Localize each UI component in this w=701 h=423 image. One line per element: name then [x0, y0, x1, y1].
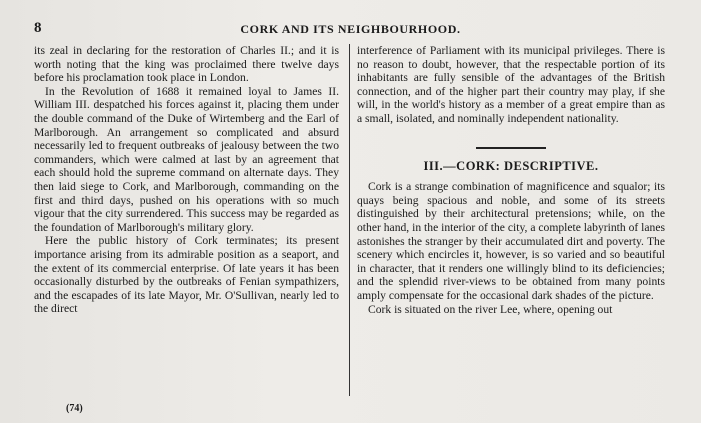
- left-column: [34, 44, 339, 316]
- paragraph: its zeal in declaring for the restoration of Charles II.; and it is worth noting that the king was proclaimed there twelve days before his proclamation took place in London.: [34, 44, 339, 85]
- paragraph: interference of Parliament with its municipal privileges. There is no reason to doubt, however, that the respectable portion of its inhabitants are fully sensible of the advantages of the British connection, and of the higher part their country may play, if she will, in the world's history as a member of a great empire than as a small, isolated, and nominally independent nationality.: [357, 44, 665, 125]
- running-title: CORK AND ITS NEIGHBOURHOOD.: [240, 22, 461, 36]
- section-separator-rule: [476, 147, 546, 149]
- paragraph: Cork is a strange combination of magnificence and squalor; its quays being spacious and noble, and some of its streets distinguished by their architectural pretensions; while, on the other hand, in the interior of the city, a complete labyrinth of lanes astonishes the stranger by their accumulated dirt and poverty. The scenery which encircles it, however, is so varied and so beautiful in character, that it renders one willingly blind to its deficiencies; and the splendid river-views to be obtained from many points amply compensate for the occasional dark shades of the picture.: [357, 180, 665, 302]
- right-column: [357, 44, 665, 316]
- page-number: 8: [34, 20, 42, 36]
- section-heading: III.—CORK: DESCRIPTIVE.: [423, 158, 599, 173]
- paragraph: Here the public history of Cork terminates; its present importance arising from its admirable position as a seaport, and the extent of its commercial enterprise. Of late years it has been occasionally disturbed by the outbreaks of Fenian sympathizers, and the escapades of its late Mayor, Mr. O'Sullivan, nearly led to the direct: [34, 234, 339, 316]
- paragraph: In the Revolution of 1688 it remained loyal to James II. William III. despatched his forces against it, placing them under the double command of the Duke of Wirtemberg and the Earl of Marlborough. An arrangement so complicated and absurd necessarily led to frequent outbreaks of jealousy between the two commanders, which were calmed at last by an agreement that each should hold the supreme command on alternate days. They then laid siege to Cork, and Marlborough, commanding on the first and third days, pushed on his operations with so much vigour that the city surrendered. This success may be regarded as the foundation of Marlborough's military glory.: [34, 84, 339, 234]
- column-divider: [349, 44, 350, 396]
- paragraph: Cork is situated on the river Lee, where, opening out: [368, 302, 613, 316]
- page-header: [0, 20, 701, 40]
- signature-mark: (74): [66, 403, 83, 414]
